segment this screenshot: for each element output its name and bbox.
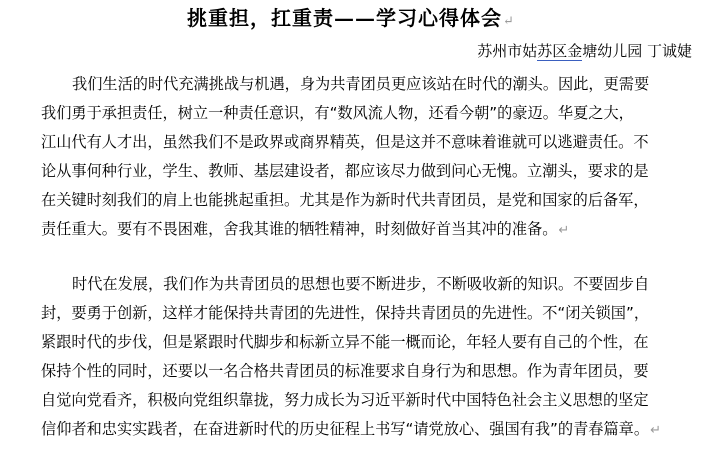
paragraph-line: 我们勇于承担责任，树立一种责任意识，有“数风流人物，还看今朝”的豪迈。华夏之大， [41,104,634,122]
paragraph-1 [41,70,691,244]
author-line [477,40,692,62]
paragraph-line-text: 责任重大。要有不畏困难，舍我其谁的牺牲精神，时刻做好首当其冲的准备。 [41,220,558,238]
author-text-underlined: 苏区金 [537,42,583,60]
paragraph-line: 时代在发展，我们作为共青团员的思想也要不断进步，不断吸收新的知识。不要固步自 [72,275,650,293]
paragraph-line: 封，要勇于创新，这样才能保持共青团的先进性，保持共青团员的先进性。不“闭关锁国”， [41,304,650,322]
paragraph-mark-icon: ↵ [558,223,570,238]
author-text-before: 苏州市姑 [477,42,538,60]
paragraph-line: 江山代有人才出，虽然我们不是政界或商界精英，但是这并不意味着谁就可以逃避责任。不 [41,133,649,151]
paragraph-line-last [41,415,691,444]
paragraph-mark-icon: ↵ [503,14,515,29]
paragraph-mark-icon: ↵ [650,423,661,438]
paragraph-2 [41,270,691,444]
paragraph-line: 紧跟时代的步伐，但是紧跟时代脚步和标新立异不能一概而论，年轻人要有自己的个性，在 [41,333,649,351]
title-text: 挑重担，扛重责——学习心得体会 [187,6,503,30]
paragraph-line: 我们生活的时代充满挑战与机遇，身为共青团员更应该站在时代的潮头。因此，更需要 [72,75,650,93]
paragraph-line: 在关键时刻我们的肩上也能挑起重担。尤其是作为新时代共青团员，是党和国家的后备军， [41,191,649,209]
document-title [0,4,702,36]
author-text-after: 塘幼儿园 丁诚婕 [582,42,692,60]
paragraph-line: 自觉向党看齐，积极向党组织靠拢，努力成长为习近平新时代中国特色社会主义思想的坚定 [41,391,649,409]
paragraph-line-text: 信仰者和忠实实践者，在奋进新时代的历史征程上书写“请党放心、强国有我”的青春篇章。 [41,420,650,438]
paragraph-line: 保持个性的同时，还要以一名合格共青团员的标准要求自身行为和思想。作为青年团员，要 [41,362,649,380]
paragraph-line-last [41,215,691,244]
paragraph-line: 论从事何种行业，学生、教师、基层建设者，都应该尽力做到问心无愧。立潮头，要求的是 [41,162,649,180]
